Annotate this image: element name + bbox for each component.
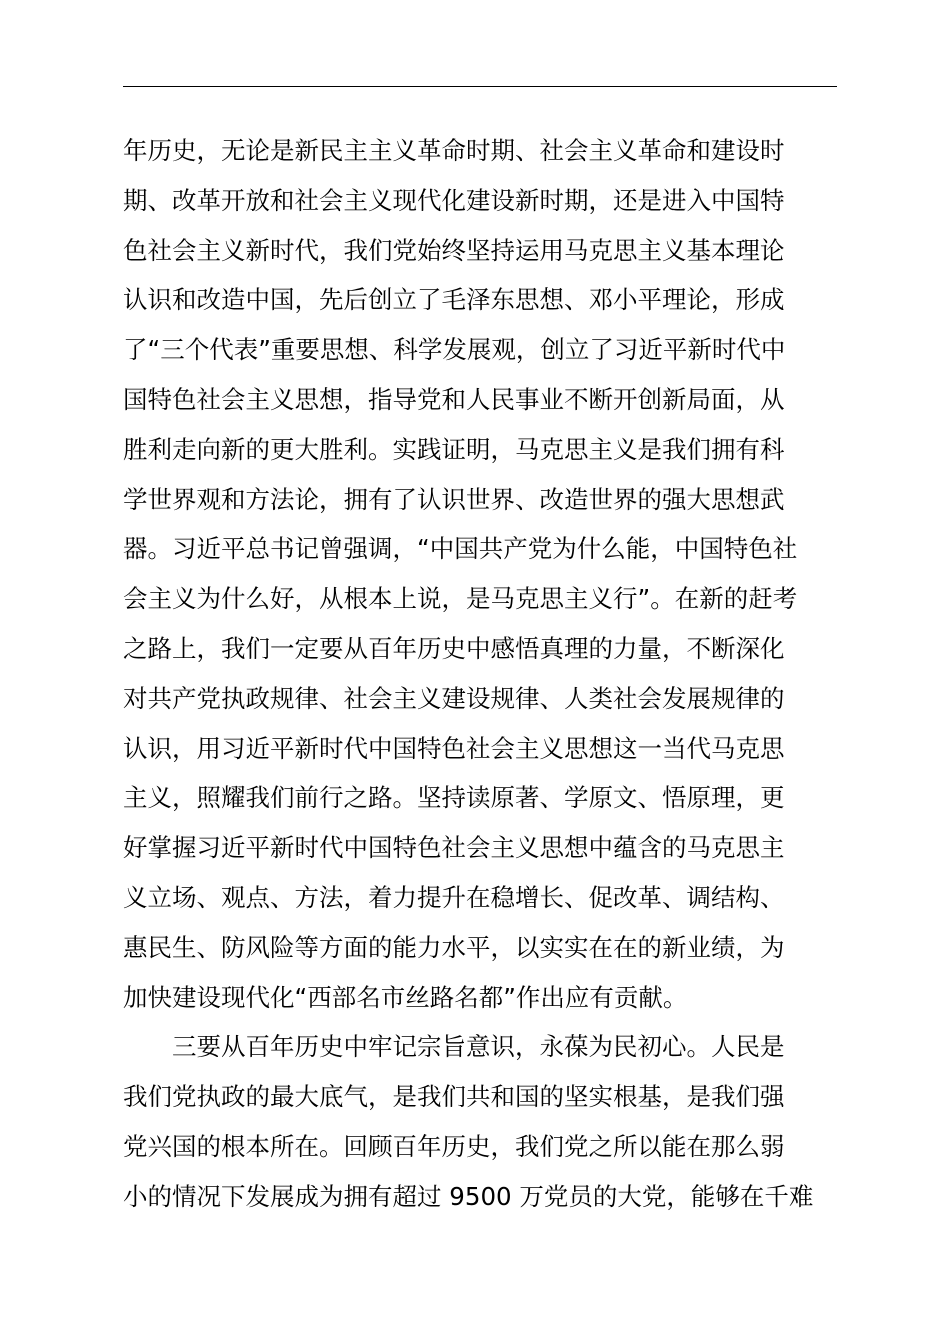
text-line: 国特色社会主义思想，指导党和人民事业不断开创新局面，从: [123, 384, 785, 414]
text-line: 好掌握习近平新时代中国特色社会主义思想中蕴含的马克思主: [123, 833, 785, 863]
text-line: 认识，用习近平新时代中国特色社会主义思想这一当代马克思: [123, 733, 785, 763]
text-line: 惠民生、防风险等方面的能力水平，以实实在在的新业绩，为: [123, 932, 785, 962]
text-line: 胜利走向新的更大胜利。实践证明，马克思主义是我们拥有科: [123, 434, 785, 464]
text-line: 期、改革开放和社会主义现代化建设新时期，还是进入中国特: [123, 185, 785, 215]
text-line: 我们党执政的最大底气，是我们共和国的坚实根基，是我们强: [123, 1082, 785, 1112]
text-line: 学世界观和方法论，拥有了认识世界、改造世界的强大思想武: [123, 484, 785, 514]
text-line: 认识和改造中国，先后创立了毛泽东思想、邓小平理论，形成: [123, 285, 785, 315]
text-line: 之路上，我们一定要从百年历史中感悟真理的力量，不断深化: [123, 633, 785, 663]
paragraph-start-line: 三要从百年历史中牢记宗旨意识，永葆为民初心。人民是: [123, 1032, 785, 1062]
text-line: 小的情况下发展成为拥有超过 9500 万党员的大党，能够在千难: [123, 1181, 814, 1211]
body-text: [123, 126, 837, 1222]
text-line: 了“三个代表”重要思想、科学发展观，创立了习近平新时代中: [123, 335, 786, 365]
header-rule: [123, 86, 837, 87]
text-line: 色社会主义新时代，我们党始终坚持运用马克思主义基本理论: [123, 235, 785, 265]
text-line: 党兴国的根本所在。回顾百年历史，我们党之所以能在那么弱: [123, 1131, 785, 1161]
text-line: 器。习近平总书记曾强调，“中国共产党为什么能，中国特色社: [123, 534, 798, 564]
text-line: 会主义为什么好，从根本上说，是马克思主义行”。在新的赶考: [123, 584, 798, 614]
text-line: 义立场、观点、方法，着力提升在稳增长、促改革、调结构、: [123, 882, 785, 912]
text-line: 主义，照耀我们前行之路。坚持读原著、学原文、悟原理，更: [123, 783, 785, 813]
text-line: 加快建设现代化“西部名市丝路名都”作出应有贡献。: [123, 982, 688, 1012]
text-line: 年历史，无论是新民主主义革命时期、社会主义革命和建设时: [123, 136, 785, 165]
text-line: 对共产党执政规律、社会主义建设规律、人类社会发展规律的: [123, 683, 785, 713]
